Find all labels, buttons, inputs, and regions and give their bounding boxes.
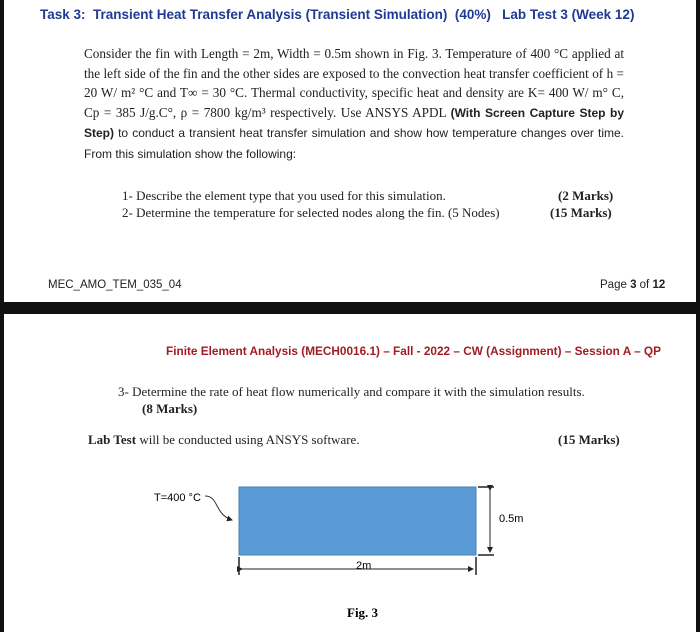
item-2: 2- Determine the temperature for selected nodes along the fin. (5 Nodes) [122,205,500,220]
lab-bold: Lab Test [88,432,137,447]
item-3: 3- Determine the rate of heat flow numerically and compare it with the simulation results. [118,384,585,399]
page-number [600,279,665,291]
description-text: Consider the fin with Length = 2m, Width = 0.5m shown in Fig. 3. Temperature of 400 °C applied at the left side of the fin and the other sides are exposed to the convection heat transfer coefficient of h = 20 W/ m² °C and T∞ = 30 °C. Thermal conductivity, specific heat and density are K= 400 W/ m° C, Cp = 385 J/g.C°, ρ = 7800 kg/m³ respectively. Use ANSYS APDL [84,46,624,120]
item-3-marks: (8 Marks) [142,401,198,416]
item-2-marks: (15 Marks) [550,205,612,220]
width-label: 0.5m [499,513,524,525]
page-current: 3 [630,279,637,291]
lab-marks: (15 Marks) [558,432,620,447]
temperature-label: T=400 °C [154,492,201,504]
length-label: 2m [356,560,372,572]
page-total: 12 [652,279,666,291]
item-1-marks: (2 Marks) [558,188,614,203]
fin-figure [4,314,696,632]
page-3 [4,0,696,302]
doc-code: MEC_AMO_TEM_035_04 [48,279,182,291]
task-description [84,44,624,165]
course-header: Finite Element Analysis (MECH0016.1) – Fall - 2022 – CW (Assignment) – Session A – QP [166,344,661,358]
lab-rest: will be conducted using ANSYS software. [136,432,360,447]
description-bold: (With Screen Capture Step by Step) [84,105,624,141]
task-title: Task 3: Transient Heat Transfer Analysis (Transient Simulation) (40%) Lab Test 3 (Week 12) [40,7,635,22]
description-tail: to conduct a transient heat transfer simulation and show how temperature changes over time. From this simulation show the following: [84,126,624,161]
page-4 [4,314,696,632]
figure-caption: Fig. 3 [347,605,379,620]
page-prefix: Page [600,279,631,291]
page-of: of [636,279,653,291]
curved-arrow-icon [205,496,232,520]
fin-rectangle [239,487,476,555]
item-1: 1- Describe the element type that you used for this simulation. [122,188,446,203]
